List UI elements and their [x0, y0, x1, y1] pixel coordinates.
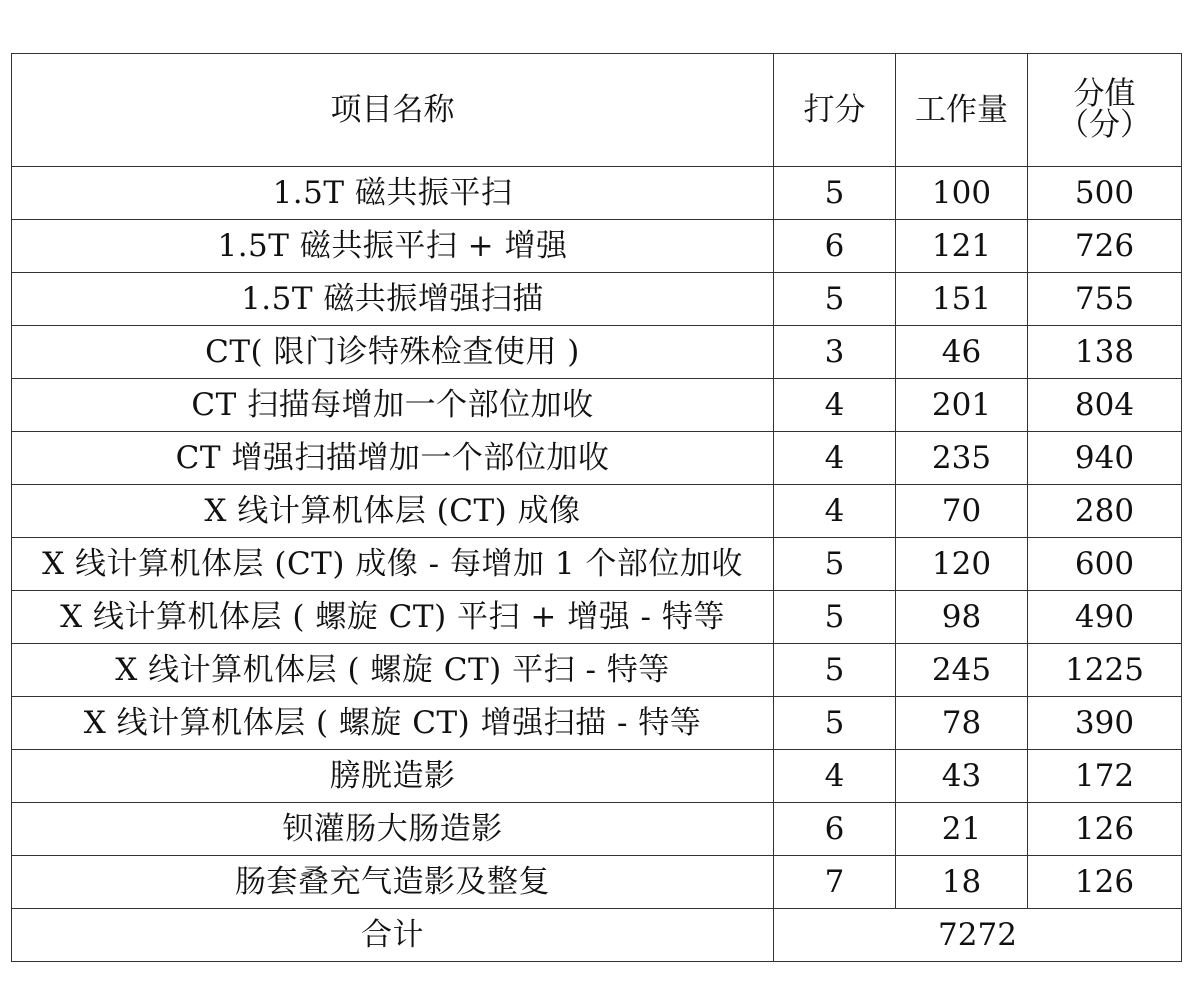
cell-workload: 245	[896, 644, 1028, 697]
cell-value: 755	[1028, 273, 1182, 326]
cell-value: 126	[1028, 856, 1182, 909]
table-row	[12, 697, 1182, 750]
cell-workload: 98	[896, 591, 1028, 644]
cell-name: 1.5T 磁共振平扫 + 增强	[12, 220, 774, 273]
cell-score: 6	[774, 803, 896, 856]
cell-name: 膀胱造影	[12, 750, 774, 803]
cell-score: 5	[774, 697, 896, 750]
table-row	[12, 432, 1182, 485]
cell-value: 1225	[1028, 644, 1182, 697]
cell-score: 5	[774, 167, 896, 220]
table-row	[12, 538, 1182, 591]
cell-workload: 121	[896, 220, 1028, 273]
cell-value: 280	[1028, 485, 1182, 538]
cell-workload: 201	[896, 379, 1028, 432]
cell-value: 804	[1028, 379, 1182, 432]
cell-score: 6	[774, 220, 896, 273]
cell-score: 3	[774, 326, 896, 379]
cell-score: 5	[774, 538, 896, 591]
cell-name: CT 增强扫描增加一个部位加收	[12, 432, 774, 485]
cell-name: 1.5T 磁共振平扫	[12, 167, 774, 220]
table-row	[12, 644, 1182, 697]
cell-workload: 235	[896, 432, 1028, 485]
header-workload: 工作量	[896, 54, 1028, 167]
cell-name: 肠套叠充气造影及整复	[12, 856, 774, 909]
header-name: 项目名称	[12, 54, 774, 167]
cell-score: 5	[774, 591, 896, 644]
cell-value: 172	[1028, 750, 1182, 803]
cell-value: 126	[1028, 803, 1182, 856]
cell-workload: 21	[896, 803, 1028, 856]
cell-name: CT 扫描每增加一个部位加收	[12, 379, 774, 432]
cell-value: 600	[1028, 538, 1182, 591]
table-row	[12, 220, 1182, 273]
cell-workload: 120	[896, 538, 1028, 591]
cell-name: X 线计算机体层 (CT) 成像	[12, 485, 774, 538]
header-score: 打分	[774, 54, 896, 167]
table-row	[12, 167, 1182, 220]
cell-score: 5	[774, 644, 896, 697]
table-row	[12, 803, 1182, 856]
table-row	[12, 326, 1182, 379]
total-value: 7272	[774, 909, 1182, 962]
cell-workload: 151	[896, 273, 1028, 326]
cell-score: 7	[774, 856, 896, 909]
cell-workload: 46	[896, 326, 1028, 379]
table-row	[12, 856, 1182, 909]
cell-workload: 70	[896, 485, 1028, 538]
total-row	[12, 909, 1182, 962]
header-row	[12, 54, 1182, 167]
table-row	[12, 591, 1182, 644]
table-body	[12, 54, 1182, 962]
cell-value: 138	[1028, 326, 1182, 379]
total-label: 合计	[12, 909, 774, 962]
cell-workload: 18	[896, 856, 1028, 909]
cell-name: X 线计算机体层 ( 螺旋 CT) 平扫 - 特等	[12, 644, 774, 697]
cell-value: 726	[1028, 220, 1182, 273]
cell-name: 钡灌肠大肠造影	[12, 803, 774, 856]
cell-name: 1.5T 磁共振增强扫描	[12, 273, 774, 326]
cell-value: 940	[1028, 432, 1182, 485]
cell-name: CT( 限门诊特殊检查使用 )	[12, 326, 774, 379]
cell-value: 490	[1028, 591, 1182, 644]
table-row	[12, 750, 1182, 803]
table-row	[12, 379, 1182, 432]
cell-score: 4	[774, 432, 896, 485]
table-row	[12, 273, 1182, 326]
cell-score: 4	[774, 379, 896, 432]
cell-workload: 43	[896, 750, 1028, 803]
cell-name: X 线计算机体层 ( 螺旋 CT) 平扫 + 增强 - 特等	[12, 591, 774, 644]
cell-name: X 线计算机体层 ( 螺旋 CT) 增强扫描 - 特等	[12, 697, 774, 750]
cell-value: 500	[1028, 167, 1182, 220]
header-value-line2: （分）	[1058, 107, 1151, 143]
cell-score: 5	[774, 273, 896, 326]
cell-workload: 78	[896, 697, 1028, 750]
header-value	[1028, 54, 1182, 167]
cell-name: X 线计算机体层 (CT) 成像 - 每增加 1 个部位加收	[12, 538, 774, 591]
cell-score: 4	[774, 485, 896, 538]
header-value-line1: 分值	[1073, 76, 1136, 112]
cell-workload: 100	[896, 167, 1028, 220]
table-row	[12, 485, 1182, 538]
score-table	[11, 53, 1182, 962]
cell-score: 4	[774, 750, 896, 803]
cell-value: 390	[1028, 697, 1182, 750]
